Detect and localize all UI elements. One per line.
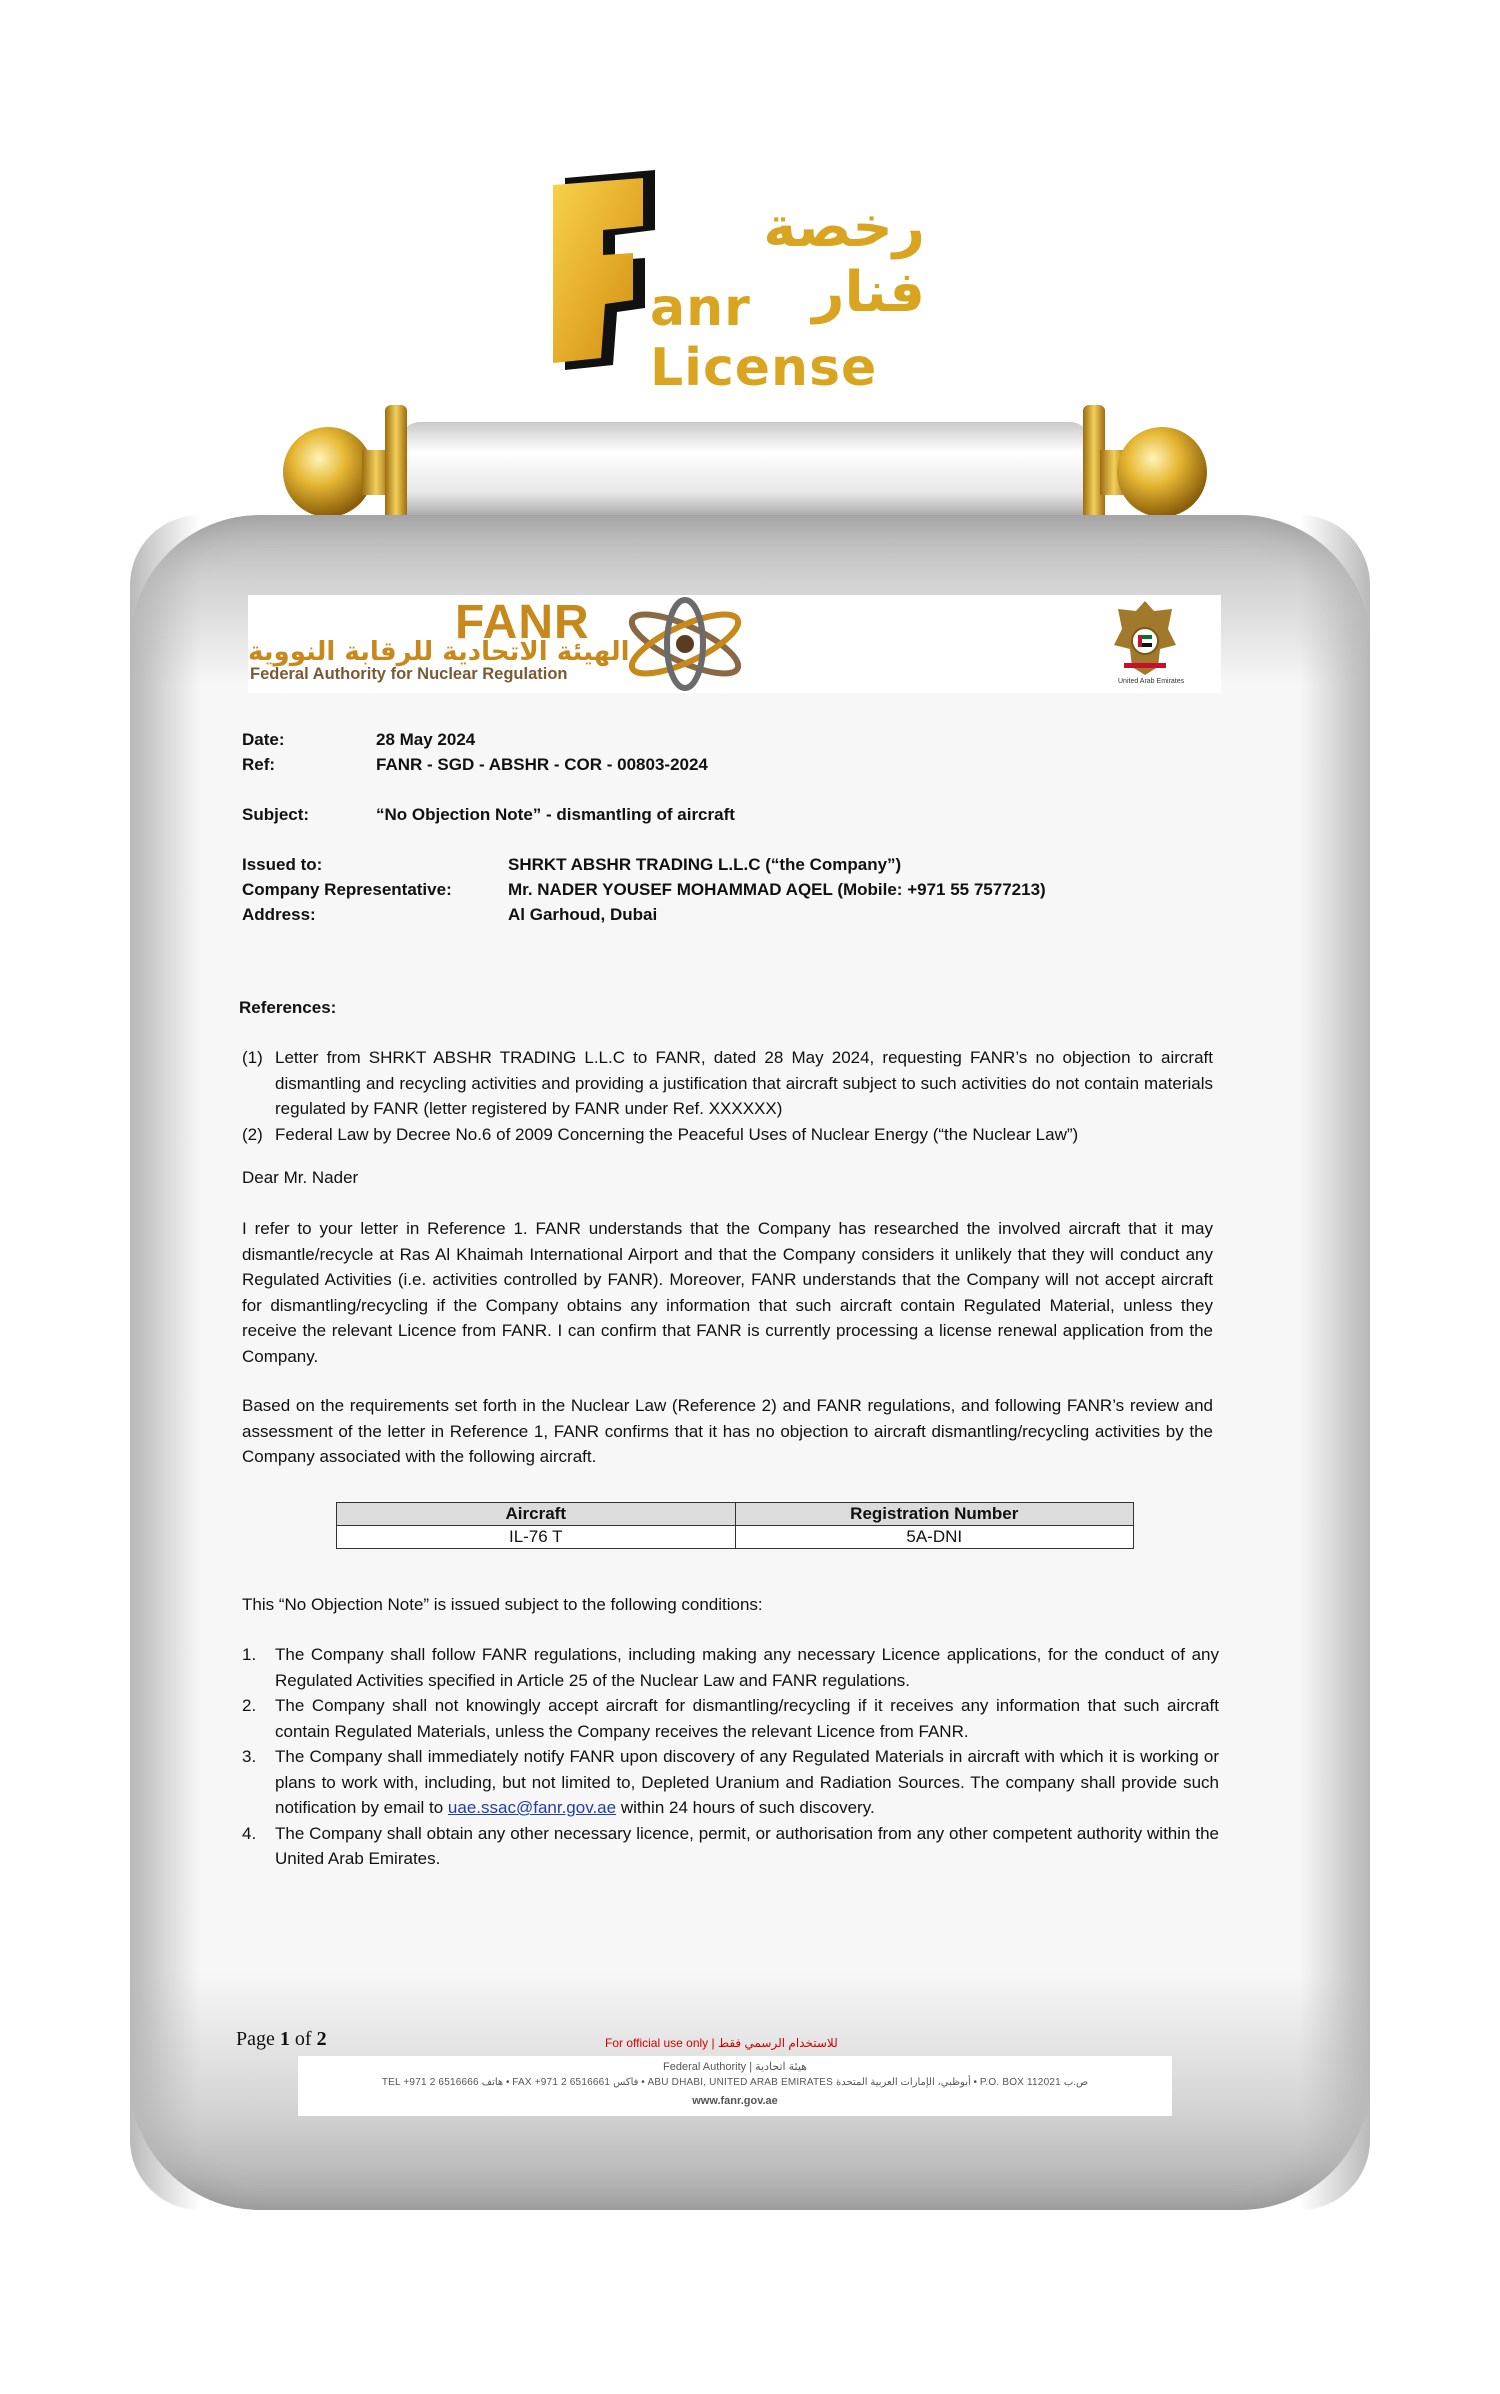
fanr-license-logo bbox=[505, 160, 925, 398]
subject-label: Subject: bbox=[242, 805, 310, 824]
reference-text: Federal Law by Decree No.6 of 2009 Concerning the Peaceful Uses of Nuclear Energy (“the Nuclear Law”) bbox=[275, 1124, 1079, 1144]
list-item bbox=[242, 1045, 1213, 1122]
reference-text: Letter from SHRKT ABSHR TRADING L.L.C to FANR, dated 28 May 2024, requesting FANR’s no objection to aircraft dismantling and recycling activities and providing a justification that aircraft subject to such activities do not contain materials regulated by FANR (letter registered by FANR under Ref. XXXXXX) bbox=[275, 1048, 1213, 1118]
column-header-registration: Registration Number bbox=[735, 1503, 1134, 1526]
footer-contact-line: TEL +971 2 6516666 هاتف • FAX +971 2 6516661 فاكس • ABU DHABI, UNITED ARAB EMIRATES أبوظبي، الإمارات العربية المتحدة • P.O. BOX 112021 ص.ب bbox=[381, 2077, 1089, 2088]
fanr-arabic-name: الهيئة الاتحادية للرقابة النووية bbox=[248, 637, 630, 667]
ref-label: Ref: bbox=[242, 755, 276, 774]
ref-value: FANR - SGD - ABSHR - COR - 00803-2024 bbox=[376, 755, 708, 774]
issued-to-value: SHRKT ABSHR TRADING L.L.C (“the Company”) bbox=[508, 855, 902, 874]
references-list bbox=[242, 1045, 1213, 1147]
condition-text-before: The Company shall immediately notify FANR upon discovery of any Regulated Materials in aircraft with which it is working or plans to work with, including, but not limited to, Depleted Uranium and Radiation Sources. The company shall provide such notification by email to bbox=[275, 1747, 1219, 1817]
representative-label: Company Representative: bbox=[242, 880, 452, 899]
representative-value: Mr. NADER YOUSEF MOHAMMAD AQEL (Mobile: +971 55 7577213) bbox=[508, 880, 1046, 899]
table-header-row bbox=[337, 1503, 1134, 1526]
page-number bbox=[236, 2028, 327, 2051]
list-item bbox=[242, 1122, 1213, 1148]
uae-emblem-icon bbox=[1110, 597, 1180, 679]
letterhead bbox=[248, 595, 1221, 693]
logo-english-text: anr License bbox=[650, 278, 878, 398]
date-label: Date: bbox=[242, 730, 285, 749]
list-item bbox=[242, 1821, 1219, 1872]
address-label: Address: bbox=[242, 905, 316, 924]
date-value: 28 May 2024 bbox=[376, 730, 476, 749]
references-heading: References: bbox=[239, 998, 337, 1017]
page-of: of bbox=[289, 2028, 317, 2050]
list-item bbox=[242, 1744, 1219, 1821]
conditions-list bbox=[242, 1642, 1219, 1872]
condition-number: 2. bbox=[242, 1696, 257, 1715]
conditions-intro: This “No Objection Note” is issued subject to the following conditions: bbox=[242, 1595, 763, 1614]
condition-number: 1. bbox=[242, 1645, 257, 1664]
page-total: 2 bbox=[316, 2028, 327, 2050]
footer-contact-band bbox=[298, 2056, 1172, 2116]
fanr-acronym: FANR bbox=[455, 596, 590, 649]
reference-number: (1) bbox=[242, 1048, 263, 1067]
footer-website: www.fanr.gov.ae bbox=[692, 2095, 778, 2107]
aircraft-table bbox=[336, 1502, 1134, 1549]
subject-value: “No Objection Note” - dismantling of aircraft bbox=[376, 805, 735, 824]
page-current: 1 bbox=[279, 2028, 290, 2050]
table-row bbox=[337, 1526, 1134, 1549]
condition-text: The Company shall not knowingly accept aircraft for dismantling/recycling if it receives any information that such aircraft contain Regulated Materials, unless the Company receives the relevant Licence from FANR. bbox=[275, 1696, 1219, 1741]
cell-registration: 5A-DNI bbox=[735, 1526, 1134, 1549]
footer-authority-line: Federal Authority | هيئة اتحادية bbox=[663, 2061, 807, 2073]
email-link[interactable]: uae.ssac@fanr.gov.ae bbox=[447, 1798, 617, 1817]
body-paragraph-1: I refer to your letter in Reference 1. FANR understands that the Company has researched the involved aircraft that it may dismantle/recycle at Ras Al Khaimah International Airport and that the Company considers it unlikely that they will conduct any Regulated Activities (i.e. activities controlled by FANR). Moreover, FANR understands that the Company will not accept aircraft for dismantling/recycling if the Company obtains any information that such aircraft contain Regulated Material, unless they receive the relevant Licence from FANR. I can confirm that FANR is currently processing a license renewal application from the Company. bbox=[242, 1219, 1213, 1366]
salutation: Dear Mr. Nader bbox=[242, 1168, 359, 1187]
condition-number: 4. bbox=[242, 1823, 257, 1843]
list-item bbox=[242, 1642, 1219, 1693]
condition-number: 3. bbox=[242, 1747, 257, 1766]
reference-number: (2) bbox=[242, 1124, 263, 1144]
condition-text-after: within 24 hours of such discovery. bbox=[616, 1798, 875, 1817]
cell-aircraft: IL-76 T bbox=[337, 1526, 736, 1549]
column-header-aircraft: Aircraft bbox=[337, 1503, 736, 1526]
body-paragraph-2: Based on the requirements set forth in the Nuclear Law (Reference 2) and FANR regulations, and following FANR’s review and assessment of the letter in Reference 1, FANR confirms that it has no objection to aircraft dismantling/recycling activities by the Company associated with the following aircraft. bbox=[242, 1396, 1213, 1466]
condition-text: The Company shall follow FANR regulations, including making any necessary Licence applications, for the conduct of any Regulated Activities specified in Article 25 of the Nuclear Law and FANR regulations. bbox=[275, 1645, 1219, 1690]
page-word: Page bbox=[236, 2028, 280, 2050]
issued-to-label: Issued to: bbox=[242, 855, 323, 874]
atom-logo-icon bbox=[620, 595, 750, 693]
logo-arabic-text: رخصة فنار bbox=[763, 195, 925, 325]
condition-text: The Company shall obtain any other necessary licence, permit, or authorisation from any other competent authority within the United Arab Emirates. bbox=[275, 1823, 1219, 1868]
uae-emblem-caption: United Arab Emirates bbox=[1118, 678, 1185, 685]
list-item bbox=[242, 1693, 1219, 1744]
official-use-notice: For official use only | للاستخدام الرسمي فقط bbox=[605, 2036, 838, 2050]
fanr-english-name: Federal Authority for Nuclear Regulation bbox=[250, 665, 568, 683]
address-value: Al Garhoud, Dubai bbox=[508, 905, 658, 924]
